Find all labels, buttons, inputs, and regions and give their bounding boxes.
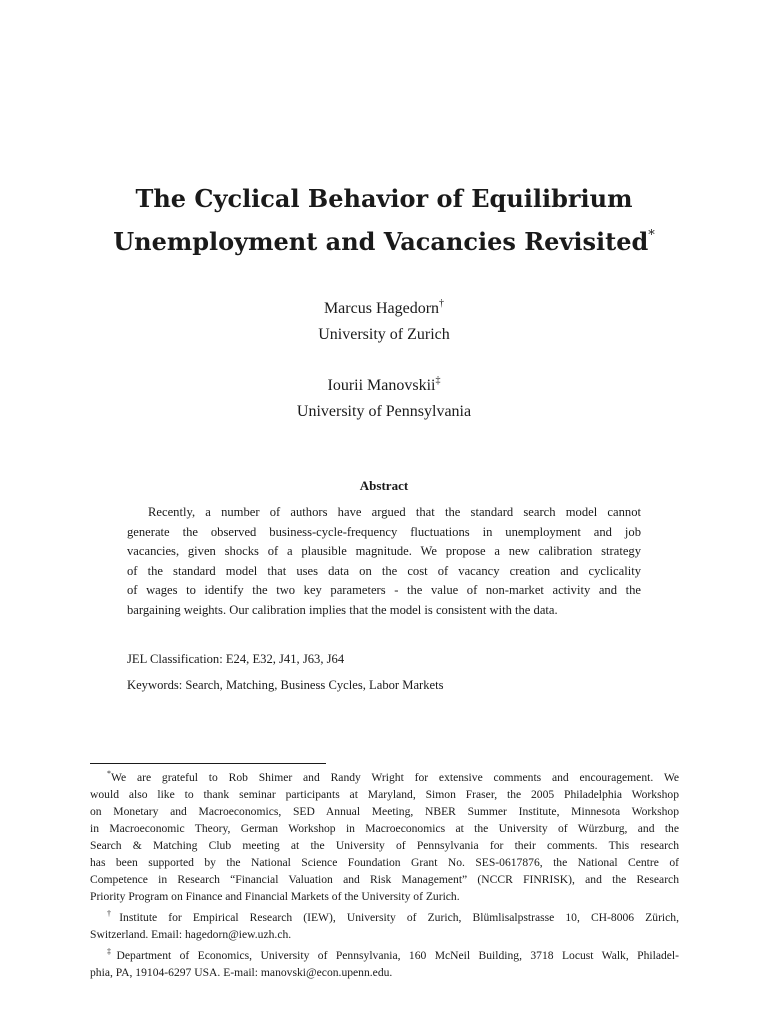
footnote-line-text: Institute for Empirical Research (IEW), University of Zurich, Blümlisalpstrasse 10, CH-8006 Zürich, [119,911,679,924]
abstract-line: generate the observed business-cycle-frequency fluctuations in unemployment and job [127,524,641,539]
author-block-1 [0,291,768,348]
footnote-line: would also like to thank seminar participants at Maryland, Simon Fraser, the 2005 Philadelphia Workshop [90,788,679,801]
footnote-line [90,905,679,926]
author-affiliation: University of Pennsylvania [296,403,472,420]
paper-title [0,180,768,260]
footnote-line-text: Department of Economics, University of Pennsylvania, 160 McNeil Building, 3718 Locust Walk, Philadel- [116,949,679,962]
title-footnote-mark: * [648,228,655,243]
footnote-line: Search & Matching Club meeting at the University of Pennsylvania for their comments. This research [90,839,679,852]
author-name-text: Iourii Manovskii [327,377,436,394]
author-name [0,291,768,322]
author-affiliation: University of Zurich [318,326,450,343]
author-name [0,368,768,399]
jel-classification: JEL Classification: E24, E32, J41, J63, J64 [127,652,345,666]
author-footnote-mark: † [439,298,445,309]
abstract-heading: Abstract [359,478,409,493]
footnote-line [90,765,679,786]
footnote-line: Priority Program on Finance and Financial Markets of the University of Zurich. [90,890,460,903]
footnote-mark: * [107,769,111,778]
author-block-2 [0,368,768,425]
author-name-text: Marcus Hagedorn [323,300,440,317]
title-line-2 [0,217,768,260]
footnote-mark: ‡ [107,947,117,956]
footnotes [90,765,679,981]
abstract-line: vacancies, given shocks of a plausible magnitude. We propose a new calibration strategy [127,544,641,558]
footnote-author-2 [90,943,679,981]
footnote-line: Competence in Research “Financial Valuation and Risk Management” (NCCR FINRISK), and the Research [90,873,679,886]
footnote-divider [90,763,326,764]
abstract-line: Recently, a number of authors have argued that the standard search model cannot [148,505,641,519]
footnote-line: phia, PA, 19104-6297 USA. E-mail: manovski@econ.upenn.edu. [90,966,393,979]
abstract-line: of the standard model that uses data on the cost of vacancy creation and cyclicality [127,563,641,578]
footnote-mark: † [107,909,120,918]
footnote-line: on Monetary and Macroeconomics, SED Annual Meeting, NBER Summer Institute, Minnesota Workshop [90,805,679,818]
abstract-body [127,503,641,620]
footnote-author-1 [90,905,679,943]
footnote-line: in Macroeconomic Theory, German Workshop in Macroeconomics at the University of Würzburg, and the [90,822,679,835]
title-line-2-text: Unemployment and Vacancies Revisited [113,227,649,256]
abstract-line: bargaining weights. Our calibration implies that the model is consistent with the data. [127,602,558,617]
title-line-1: The Cyclical Behavior of Equilibrium [135,184,633,213]
abstract-line: of wages to identify the two key parameters - the value of non-market activity and the [127,583,641,597]
footnote-line-text: We are grateful to Rob Shimer and Randy Wright for extensive comments and encouragement. We [111,771,679,784]
footnote-line [90,943,679,964]
footnote-line: Switzerland. Email: hagedorn@iew.uzh.ch. [90,928,292,941]
keywords: Keywords: Search, Matching, Business Cycles, Labor Markets [127,678,444,692]
author-footnote-mark: ‡ [435,375,441,386]
footnote-line: has been supported by the National Science Foundation Grant No. SES-0617876, the National Centre of [90,856,679,869]
footnote-acknowledgements [90,765,679,905]
